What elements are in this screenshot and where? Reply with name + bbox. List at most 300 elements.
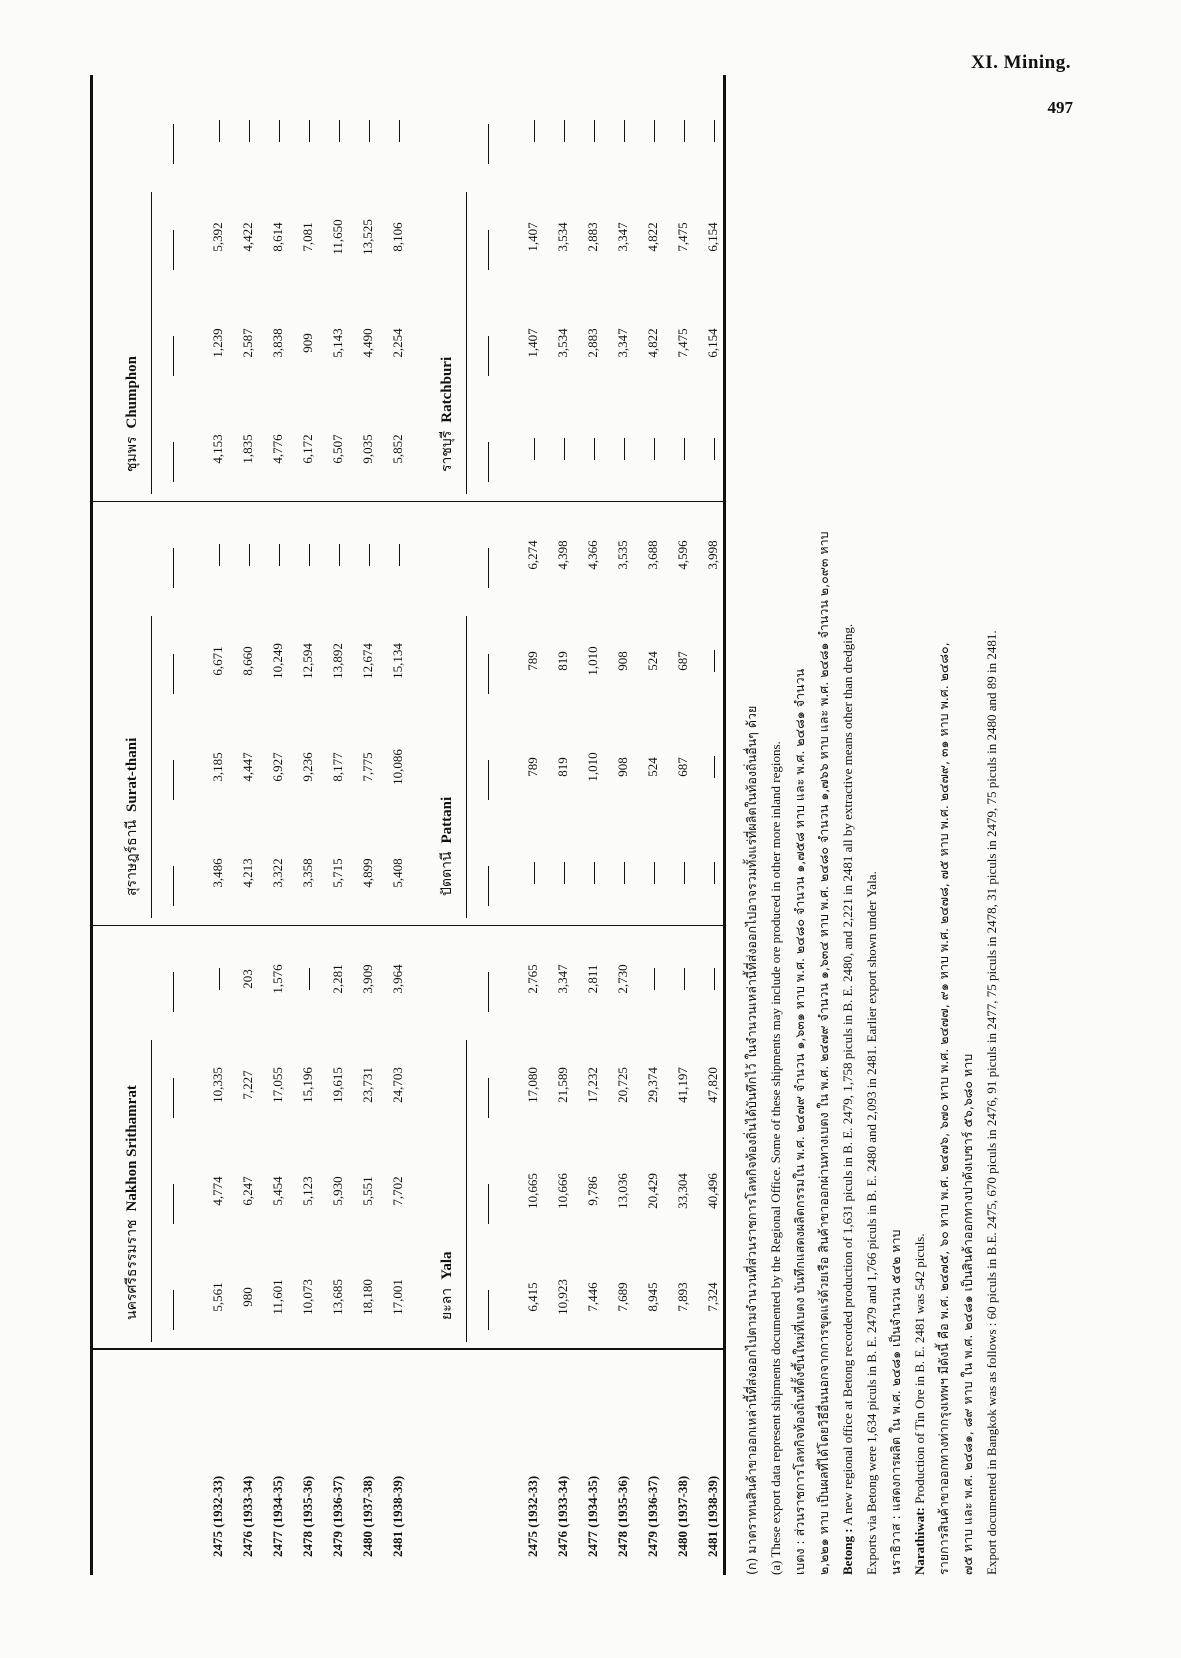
table-cell: 789 (525, 757, 540, 777)
table-cell: 12,594 (300, 643, 315, 679)
table-cell: 687 (675, 757, 690, 777)
year-label: 2475 (1932-33) (525, 1475, 540, 1557)
year-label: 2476 (1933-34) (555, 1475, 570, 1557)
heading-rule (466, 192, 467, 494)
column-stub-rule (488, 972, 489, 1012)
table-cell (698, 926, 728, 1032)
table-cell (608, 78, 638, 184)
table-cell: 1,010 (585, 752, 600, 782)
table-cell: 20,429 (645, 1173, 660, 1209)
table-cell: 2,587 (240, 328, 255, 358)
table-cell: 524 (645, 651, 660, 671)
table-cell: 10,073 (300, 1279, 315, 1315)
empty-dash (714, 756, 715, 778)
year-label: 2477 (1934-35) (585, 1475, 600, 1557)
province-thai-name: ราชบุรี (439, 430, 455, 472)
table-cell: 3,909 (360, 964, 375, 994)
table-cell: 8,614 (270, 222, 285, 252)
year-label: 2477 (1934-35) (270, 1475, 285, 1557)
table-cell: 1,835 (240, 434, 255, 464)
table-cell (638, 396, 668, 502)
table-cell: 3,486 (210, 858, 225, 888)
table-cell (293, 502, 323, 608)
table-cell: 20,725 (615, 1067, 630, 1103)
empty-dash (309, 968, 310, 990)
table-row (233, 75, 263, 1575)
province-thai-name: นครศรีธรรมราช (124, 1219, 140, 1320)
province-name: Yala (439, 1251, 455, 1280)
table-row (203, 75, 233, 1575)
footnote-line: นราธิวาส : แสดงการผลิต ใน พ.ศ. ๒๔๘๑ เป็นจำนวน ๕๔๒ หาบ (888, 1229, 903, 1575)
year-label: 2478 (1935-36) (300, 1475, 315, 1557)
year-label: 2479 (1936-37) (330, 1475, 345, 1557)
table-cell: 3,358 (300, 858, 315, 888)
empty-dash (249, 544, 250, 566)
footnote-line (836, 75, 860, 1575)
table-cell: 5,852 (390, 434, 405, 464)
table-cell: 7,893 (675, 1282, 690, 1312)
year-label: 2478 (1935-36) (615, 1475, 630, 1557)
empty-dash (339, 544, 340, 566)
table-cell (518, 396, 548, 502)
table-cell: 819 (555, 757, 570, 777)
table-cell: 6,247 (240, 1176, 255, 1206)
empty-dash (339, 120, 340, 142)
province-heading (436, 797, 458, 896)
column-stub-rule (173, 972, 174, 1012)
table-cell: 7,446 (585, 1282, 600, 1312)
table-row (638, 75, 668, 1575)
table-cell: 3,838 (270, 328, 285, 358)
empty-dash (594, 120, 595, 142)
table-cell: 5,561 (210, 1282, 225, 1312)
column-stub-rule (173, 124, 174, 164)
table-cell: 24,703 (390, 1067, 405, 1103)
section-header: XI. Mining. (971, 52, 1071, 73)
table-cell: 4,822 (645, 328, 660, 358)
table-cell (548, 396, 578, 502)
table-cell: 3,347 (615, 328, 630, 358)
year-label: 2480 (1937-38) (360, 1475, 375, 1557)
footnote-text: Production of Tin Ore in B. E. 2481 was 542 piculs. (912, 1233, 927, 1508)
table-cell: 10,923 (555, 1279, 570, 1315)
table-cell (638, 926, 668, 1032)
table-cell: 40,496 (705, 1173, 720, 1209)
empty-dash (534, 120, 535, 142)
empty-dash (714, 862, 715, 884)
year-label: 2479 (1936-37) (645, 1475, 660, 1557)
column-stub-rule (488, 230, 489, 270)
empty-dash (594, 862, 595, 884)
table-cell (353, 78, 383, 184)
table-cell (638, 78, 668, 184)
table-cell (323, 502, 353, 608)
table-cell: 9,786 (585, 1176, 600, 1206)
table-cell: 1,407 (525, 222, 540, 252)
province-name: Ratchburi (439, 356, 455, 423)
table-cell (578, 820, 608, 926)
table-cell (578, 396, 608, 502)
table-cell: 7,702 (390, 1176, 405, 1206)
table-cell: 3,534 (555, 222, 570, 252)
table-cell: 17,080 (525, 1067, 540, 1103)
empty-dash (654, 438, 655, 460)
table-cell (608, 396, 638, 502)
table-cell (668, 926, 698, 1032)
table-cell: 4,366 (585, 540, 600, 570)
heading-rule (466, 616, 467, 918)
table-cell: 3,347 (555, 964, 570, 994)
table-cell: 13,525 (360, 219, 375, 255)
table-cell: 4,422 (240, 222, 255, 252)
table-cell: 13,036 (615, 1173, 630, 1209)
table-cell (698, 820, 728, 926)
table-cell (293, 926, 323, 1032)
year-label: 2475 (1932-33) (210, 1475, 225, 1557)
column-stub-rule (488, 1078, 489, 1118)
table-cell: 6,172 (300, 434, 315, 464)
table-cell: 1,407 (525, 328, 540, 358)
column-stub-rule (173, 442, 174, 482)
table-cell: 1,576 (270, 964, 285, 994)
table-cell (293, 78, 323, 184)
table-cell: 3,534 (555, 328, 570, 358)
table-cell: 11,650 (330, 219, 345, 255)
table-cell (263, 502, 293, 608)
table-cell (698, 396, 728, 502)
table-cell: 2,254 (390, 328, 405, 358)
table-cell: 7,324 (705, 1282, 720, 1312)
table-cell: 3,185 (210, 752, 225, 782)
table-cell (383, 78, 413, 184)
table-row (698, 75, 728, 1575)
heading-rule (151, 1040, 152, 1342)
table-cell: 5,123 (300, 1176, 315, 1206)
empty-dash (369, 544, 370, 566)
column-stub-rule (488, 866, 489, 906)
table-cell: 4,213 (240, 858, 255, 888)
footnotes (740, 75, 1004, 1575)
year-label: 2481 (1938-39) (705, 1475, 720, 1557)
table-cell: 5,408 (390, 858, 405, 888)
column-stub-rule (173, 1290, 174, 1330)
table-cell: 2,811 (585, 964, 600, 994)
empty-dash (654, 968, 655, 990)
table-cell (668, 820, 698, 926)
table-cell: 4,596 (675, 540, 690, 570)
table-cell: 4,776 (270, 434, 285, 464)
footnote-line: ๒,๒๒๑ หาบ เป็นผลที่ได้โดยวิธีอื่นนอกจากการขุดแร่ด้วยเรือ สินค้าขาออกผ่านทางเบตง ใน พ.ศ. ๒๔๗๙ จำนวน ๑,๖๓๔ หาบ พ.ศ. ๒๔๘๐ จำนวน ๑,๗๖๖ หาบ และ พ.ศ. ๒๔๘๑ จำนวน ๒,๐๙๓ หาบ (816, 531, 831, 1575)
year-label: 2481 (1938-39) (390, 1475, 405, 1557)
province-thai-name: ปัตตานี (439, 851, 455, 896)
table-cell: 2,730 (615, 964, 630, 994)
column-stub-rule (488, 1290, 489, 1330)
table-cell: 7,081 (300, 222, 315, 252)
table-cell: 7,775 (360, 752, 375, 782)
page-number: 497 (1047, 98, 1073, 117)
table-cell: 5,143 (330, 328, 345, 358)
table-cell: 17,055 (270, 1067, 285, 1103)
empty-dash (399, 120, 400, 142)
table-cell: 11,601 (270, 1279, 285, 1315)
footnote-lead: Narathiwat: (912, 1507, 927, 1575)
table-cell: 4,822 (645, 222, 660, 252)
table-row (383, 75, 413, 1575)
table-row (353, 75, 383, 1575)
table-row (668, 75, 698, 1575)
table-cell: 4,398 (555, 540, 570, 570)
table-cell: 19,615 (330, 1067, 345, 1103)
table-cell: 21,589 (555, 1067, 570, 1103)
table-cell (698, 714, 728, 820)
table-cell: 10,665 (525, 1173, 540, 1209)
column-stub-rule (173, 230, 174, 270)
table-cell: 4,447 (240, 752, 255, 782)
table-row (608, 75, 638, 1575)
table-cell: 909 (300, 333, 315, 353)
table-cell: 13,685 (330, 1279, 345, 1315)
table-cell: 9,236 (300, 752, 315, 782)
table-cell (383, 502, 413, 608)
table-cell: 980 (240, 1287, 255, 1307)
empty-dash (564, 438, 565, 460)
empty-dash (594, 438, 595, 460)
table-cell (668, 78, 698, 184)
table-cell: 6,927 (270, 752, 285, 782)
empty-dash (684, 968, 685, 990)
table-cell: 18,180 (360, 1279, 375, 1315)
table-cell: 6,154 (705, 222, 720, 252)
table-cell (518, 78, 548, 184)
column-stub-rule (173, 760, 174, 800)
table-cell: 6,274 (525, 540, 540, 570)
table-cell (698, 608, 728, 714)
empty-dash (714, 438, 715, 460)
table-cell (668, 396, 698, 502)
province-name: Chumphon (124, 355, 140, 429)
table-cell: 17,232 (585, 1067, 600, 1103)
heading-rule (151, 616, 152, 918)
empty-dash (564, 120, 565, 142)
footnote-line: Export documented in Bangkok was as follows : 60 piculs in B.E. 2475, 670 piculs in 2476, 91 piculs in 2477, 75 piculs in 2478, 31 piculs in 2479, 75 piculs in 2480 and 89 in 2481. (984, 630, 999, 1575)
empty-dash (624, 862, 625, 884)
table-cell (323, 78, 353, 184)
empty-dash (624, 438, 625, 460)
empty-dash (219, 544, 220, 566)
table-cell (548, 820, 578, 926)
table-cell: 524 (645, 757, 660, 777)
province-heading (121, 1085, 143, 1320)
table-cell: 7,227 (240, 1070, 255, 1100)
table-cell: 2,765 (525, 964, 540, 994)
table-cell: 687 (675, 651, 690, 671)
column-stub-rule (488, 548, 489, 588)
table-cell: 6,415 (525, 1282, 540, 1312)
rotated-page-content (90, 75, 1030, 1575)
table-cell: 789 (525, 651, 540, 671)
table-cell (638, 820, 668, 926)
table-cell: 6,671 (210, 646, 225, 676)
empty-dash (369, 120, 370, 142)
column-stub-rule (173, 1184, 174, 1224)
empty-dash (684, 862, 685, 884)
column-stub-rule (488, 1184, 489, 1224)
table-cell: 3,998 (705, 540, 720, 570)
province-thai-name: ชุมพร (124, 436, 140, 472)
year-label: 2476 (1933-34) (240, 1475, 255, 1557)
table-cell: 5,392 (210, 222, 225, 252)
tin-ore-table (90, 75, 726, 1575)
province-name: Nakhon Srithamrat (124, 1085, 140, 1212)
province-name: Pattani (439, 796, 455, 844)
empty-dash (714, 120, 715, 142)
table-cell: 203 (240, 969, 255, 989)
table-row (578, 75, 608, 1575)
province-heading (436, 1251, 458, 1320)
table-cell (548, 78, 578, 184)
footnote-line: รายการสินค้าขาออกทางท่ากรุงเทพฯ มีดังนี้ คือ พ.ศ. ๒๔๗๕, ๖๐ หาบ พ.ศ. ๒๔๗๖, ๖๗๐ หาบ พ.ศ. ๒๔๗๗, ๙๑ หาบ พ.ศ. ๒๔๗๘, ๗๕ หาบ พ.ศ. ๒๔๗๙, ๓๑ หาบ พ.ศ. ๒๔๘๐, (936, 642, 951, 1575)
column-stub-rule (488, 336, 489, 376)
table-cell: 908 (615, 757, 630, 777)
table-cell: 17,001 (390, 1279, 405, 1315)
footnote-line: Exports via Betong were 1,634 piculs in B. E. 2479 and 1,766 piculs in B. E. 2480 and 2,093 in 2481. Earlier export shown under Yala. (864, 871, 879, 1575)
table-cell (203, 926, 233, 1032)
year-label: 2480 (1937-38) (675, 1475, 690, 1557)
table-cell: 7,475 (675, 328, 690, 358)
table-cell (518, 820, 548, 926)
table-cell (233, 78, 263, 184)
table-cell (263, 78, 293, 184)
column-stub-rule (488, 442, 489, 482)
heading-rule (151, 192, 152, 494)
table-cell: 33,304 (675, 1173, 690, 1209)
province-heading (436, 357, 458, 472)
empty-dash (714, 650, 715, 672)
table-cell: 5,551 (360, 1176, 375, 1206)
empty-dash (654, 120, 655, 142)
table-cell: 3,322 (270, 858, 285, 888)
province-thai-name: ยะลา (439, 1287, 455, 1320)
table-cell: 3,964 (390, 964, 405, 994)
table-cell: 13,892 (330, 643, 345, 679)
empty-dash (279, 544, 280, 566)
table-cell: 908 (615, 651, 630, 671)
table-cell: 15,196 (300, 1067, 315, 1103)
province-heading (121, 738, 143, 896)
empty-dash (309, 544, 310, 566)
empty-dash (399, 544, 400, 566)
column-stub-rule (173, 548, 174, 588)
column-stub-rule (173, 1078, 174, 1118)
footnote-line: (ก) มาตราทนสินค้าขาออกเหล่านี้ที่ส่งออกไปตามจำนวนที่ส่วนราชการโลหกิจท้องถิ่นได้บันทึกไว้ ในจำนวนเหล่านี้ที่ส่งออกไปอาจรวมทั้งแร่ที่ผลิตในท้องถิ่นอื่นๆ ด้วย (744, 705, 759, 1575)
table-cell: 9,035 (360, 434, 375, 464)
empty-dash (684, 438, 685, 460)
footnote-lead: Betong : (840, 1528, 855, 1575)
footnote-line: (a) These export data represent shipments documented by the Regional Office. Some of these shipments may include ore produced in other more inland regions. (768, 741, 783, 1575)
empty-dash (714, 968, 715, 990)
province-name: Surat-thani (124, 737, 140, 812)
table-cell (233, 502, 263, 608)
empty-dash (654, 862, 655, 884)
table-cell (353, 502, 383, 608)
footnote-text: A new regional office at Betong recorded production of 1,631 piculs in B. E. 2479, 1,758 piculs in B. E. 2480, and 2,221 in 2481 all by extractive means other than dredging. (840, 623, 855, 1529)
empty-dash (684, 120, 685, 142)
province-thai-name: สุราษฎร์ธานี (124, 819, 140, 896)
table-cell: 3,688 (645, 540, 660, 570)
empty-dash (309, 120, 310, 142)
table-cell: 5,454 (270, 1176, 285, 1206)
table-cell: 23,731 (360, 1067, 375, 1103)
empty-dash (279, 120, 280, 142)
footnote-line: ๗๕ หาบ และ พ.ศ. ๒๔๘๑, ๘๙ หาบ ใน พ.ศ. ๒๔๘๑ เป็นสินค้าออกทางปาดังเบซาร์ ๕๖,๖๘๐ หาบ (960, 1053, 975, 1575)
table-cell: 8,106 (390, 222, 405, 252)
empty-dash (219, 968, 220, 990)
table-cell: 2,281 (330, 964, 345, 994)
heading-rule (466, 1040, 467, 1342)
footnote-line (908, 75, 932, 1575)
column-stub-rule (173, 654, 174, 694)
table-row (323, 75, 353, 1575)
table-cell: 41,197 (675, 1067, 690, 1103)
table-cell (698, 78, 728, 184)
table-cell: 8,945 (645, 1282, 660, 1312)
table-cell: 29,374 (645, 1067, 660, 1103)
table-cell: 5,930 (330, 1176, 345, 1206)
table-row (518, 75, 548, 1575)
table-cell: 1,010 (585, 646, 600, 676)
column-stub-rule (488, 760, 489, 800)
table-cell: 4,899 (360, 858, 375, 888)
table-cell: 2,883 (585, 328, 600, 358)
table-cell: 8,177 (330, 752, 345, 782)
table-cell: 4,153 (210, 434, 225, 464)
table-cell: 6,154 (705, 328, 720, 358)
table-cell: 7,689 (615, 1282, 630, 1312)
footnote-line: เบตง : ส่วนราชการโลหกิจท้องถิ่นที่ตั้งขึ้นใหม่ที่เบตง บันทึกแสดงผลิตกรรมใน พ.ศ. ๒๔๗๙ จำนวน ๑,๖๓๑ หาบ พ.ศ. ๒๔๘๐ จำนวน ๑,๗๕๘ หาบ และ พ.ศ. ๒๔๘๑ จำนวน (792, 668, 807, 1575)
empty-dash (534, 862, 535, 884)
table-row (293, 75, 323, 1575)
table-cell (578, 78, 608, 184)
table-row (548, 75, 578, 1575)
table-cell: 7,475 (675, 222, 690, 252)
table-cell: 819 (555, 651, 570, 671)
empty-dash (249, 120, 250, 142)
empty-dash (534, 438, 535, 460)
empty-dash (624, 120, 625, 142)
table-cell: 10,335 (210, 1067, 225, 1103)
table-cell: 15,134 (390, 643, 405, 679)
column-stub-rule (173, 866, 174, 906)
table-cell: 10,249 (270, 643, 285, 679)
table-cell: 8,660 (240, 646, 255, 676)
column-stub-rule (173, 336, 174, 376)
table-cell: 1,239 (210, 328, 225, 358)
table-cell (608, 820, 638, 926)
table-cell: 3,535 (615, 540, 630, 570)
table-cell (203, 502, 233, 608)
empty-dash (564, 862, 565, 884)
table-cell: 6,507 (330, 434, 345, 464)
column-stub-rule (488, 654, 489, 694)
table-cell: 4,490 (360, 328, 375, 358)
column-stub-rule (488, 124, 489, 164)
table-cell: 12,674 (360, 643, 375, 679)
table-cell: 47,820 (705, 1067, 720, 1103)
empty-dash (219, 120, 220, 142)
table-row (263, 75, 293, 1575)
province-heading (121, 356, 143, 472)
table-cell (203, 78, 233, 184)
